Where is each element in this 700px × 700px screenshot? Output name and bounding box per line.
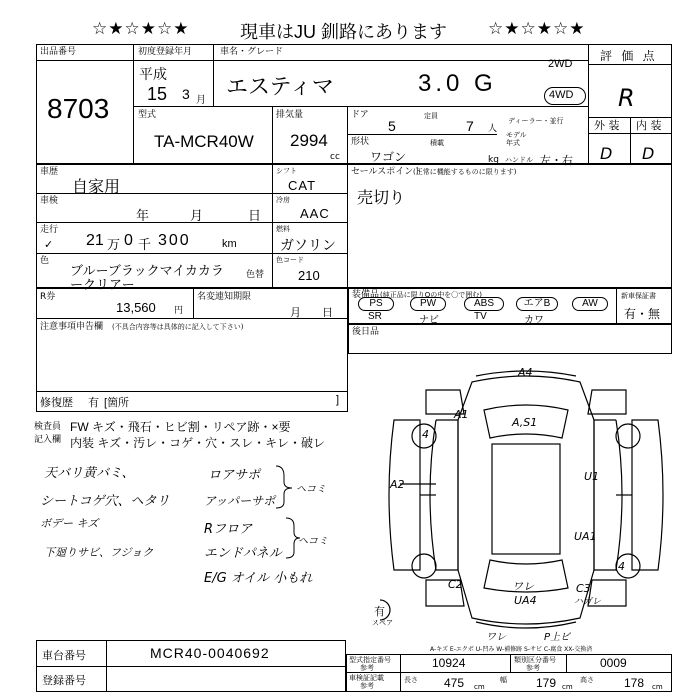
mark-p-crack: P上ビ — [544, 632, 571, 643]
equip-pw: PW — [410, 297, 446, 311]
dimensions-label-2: 参考 — [360, 682, 374, 690]
registration-era: 平成 — [139, 66, 167, 82]
model-year-label-1: モデル — [506, 131, 527, 139]
header-stars-right: ☆★☆★☆★ — [488, 19, 586, 38]
capacity-value: 7 — [466, 118, 474, 134]
equip-aw: AW — [572, 297, 608, 311]
mark-peeling: ハガレ — [574, 597, 602, 607]
mileage-sen: 0 — [124, 232, 133, 249]
displacement-value: 2994 — [290, 131, 328, 150]
model-value: TA-MCR40W — [154, 132, 254, 151]
history-label: 車歴 — [40, 167, 59, 177]
handle-label: ハンドル — [505, 156, 533, 164]
lot-number: 8703 — [47, 93, 110, 124]
mark-ua1: UA1 — [574, 530, 597, 543]
sales-point-value: 売切り — [357, 190, 406, 207]
shape-value: ワゴン — [370, 150, 407, 164]
mark-a1: A1 — [454, 408, 469, 421]
post-installed-label: 後日品 — [352, 327, 380, 337]
category-num-value: 0009 — [600, 656, 627, 670]
shift-value: CAT — [288, 178, 317, 193]
length-unit: cm — [474, 683, 485, 691]
type-num-value: 10924 — [432, 656, 466, 670]
mark-crack-2: ワレ — [486, 632, 506, 643]
length-value: 475 — [444, 676, 465, 690]
width-unit: cm — [562, 683, 573, 691]
brace-marks — [272, 462, 302, 562]
mark-as1: A,S1 — [512, 416, 538, 429]
hand-note-left-3: ボデー キズ — [40, 517, 99, 530]
hand-note-left-1: 天バリ黄バミ、 — [44, 466, 135, 481]
handle-value: 左・右 — [540, 155, 573, 167]
color-label: 色 — [40, 256, 50, 266]
width-label: 幅 — [500, 676, 507, 684]
evaluation-score: R — [618, 84, 635, 112]
mark-c3: C3 — [576, 582, 591, 595]
post-installed-frame — [348, 324, 672, 354]
car-name: エスティマ — [226, 74, 334, 99]
mileage-rest: 300 — [158, 232, 191, 249]
deadline-month: 月 — [290, 307, 301, 319]
history-value: 自家用 — [72, 179, 121, 196]
mark-crack-1: ワレ — [512, 580, 534, 593]
mileage-label: 走行 — [40, 225, 59, 235]
width-value: 179 — [536, 676, 557, 690]
equipment-label: 装備品 — [352, 290, 380, 300]
doors-value: 5 — [388, 118, 396, 134]
mileage-man: 21 — [86, 232, 104, 249]
hand-note-left-2: シートコゲ穴、ヘタリ — [40, 494, 170, 509]
drive-4wd: 4WD — [549, 89, 574, 101]
exterior-grade: D — [600, 144, 613, 163]
dimensions-label: 車検証記載 — [349, 674, 384, 682]
model-year-label-2: 年式 — [506, 139, 520, 147]
header-location-text: 現車はJU 釧路にあります — [240, 22, 447, 42]
hand-note-left-4: 下廻りサビ、フジョク — [44, 546, 154, 559]
color-line-1: ブルーブラックマイカカラ — [70, 263, 224, 278]
fuel-label: 燃料 — [276, 225, 290, 233]
category-num-label-2: 参考 — [526, 664, 540, 672]
mark-c2: C2 — [448, 578, 463, 591]
mileage-unit: km — [222, 238, 237, 250]
category-num-label-1: 類別区分番号 — [514, 656, 556, 664]
registration-label: 初度登録年月 — [138, 47, 193, 57]
capacity-label: 定員 — [424, 112, 438, 120]
equipment-note: (純正品に限りQの中を〇で囲む) — [380, 291, 482, 299]
model-label: 型式 — [138, 110, 157, 120]
deadline-label: 名変連知期限 — [197, 292, 252, 302]
color-line-2: ークリアー — [70, 277, 135, 292]
type-num-label-2: 参考 — [360, 664, 374, 672]
chassis-label: 車台番号 — [42, 650, 86, 662]
equip-navi: ナビ — [419, 315, 439, 326]
inspector-label-1: 検査員 — [34, 422, 62, 432]
hand-note-right-1: ロアサポ — [208, 468, 261, 483]
type-num-label-1: 型式指定番号 — [349, 656, 391, 664]
displacement-unit: cc — [330, 152, 340, 162]
chassis-value: MCR40-0040692 — [150, 645, 270, 661]
repair-bracket: [箇所 — [104, 397, 130, 409]
evaluation-label: 評 価 点 — [600, 49, 658, 63]
mark-a4: A4 — [518, 366, 533, 379]
recycle-value: 13,560 — [116, 300, 156, 315]
mark-ua4: UA4 — [514, 594, 537, 607]
registration-year: 15 — [147, 84, 168, 104]
equip-ps: PS — [358, 297, 394, 311]
color-code-label: 色コード — [276, 256, 304, 264]
ac-value: AAC — [300, 206, 330, 221]
load-label: 積載 — [430, 139, 444, 147]
equip-abs: ABS — [464, 297, 504, 311]
shape-label: 形状 — [351, 137, 370, 147]
recycle-unit: 円 — [174, 306, 184, 316]
equip-airbag: エアB — [516, 297, 558, 311]
car-grade: 3.0 G — [418, 70, 497, 97]
inspection-label: 車検 — [40, 196, 59, 206]
equip-tv: TV — [474, 311, 487, 322]
length-label: 長さ — [404, 676, 418, 684]
repair-label: 修復歴 — [40, 397, 73, 409]
warranty-label: 新車保証書 — [621, 292, 656, 300]
mark-tire-rr: 4 — [618, 560, 625, 573]
registration-month: 3 — [182, 86, 190, 102]
hand-note-right-3: Rフロア — [204, 522, 253, 537]
hand-note-dent-2: ヘコミ — [298, 536, 328, 547]
color-change-label: 色替 — [246, 270, 265, 280]
interior-grade: D — [642, 144, 655, 163]
sales-point-label: セールスポイント — [351, 167, 423, 177]
mileage-sen-unit: 千 — [138, 237, 152, 252]
inspection-day: 日 — [248, 208, 262, 223]
fuel-value: ガソリン — [280, 237, 336, 253]
lot-label: 出品番号 — [40, 47, 77, 57]
mileage-check: ✓ — [44, 239, 54, 251]
hand-note-right-2: アッパーサポ — [204, 494, 276, 508]
doors-label: ドア — [351, 110, 369, 120]
plate-label: 登録番号 — [42, 675, 86, 687]
inspection-year: 年 — [136, 208, 150, 223]
warranty-value: 有・無 — [624, 307, 661, 321]
mileage-man-unit: 万 — [107, 237, 121, 252]
mark-a2: A2 — [390, 478, 405, 491]
damage-legend: A-キズ E-エクボ U-凹み W-補修跡 S-サビ C-腐食 XX-交換済 — [430, 646, 593, 653]
height-unit: cm — [652, 683, 663, 691]
repair-value: 有 — [88, 397, 99, 409]
sales-point-note: (正常に機能するものに限ります) — [413, 168, 517, 176]
header-stars-left: ☆★☆★☆★ — [92, 19, 190, 38]
recycle-label: R券 — [40, 292, 56, 302]
hand-note-right-4: エンドパネル — [204, 546, 282, 561]
mark-u1: U1 — [584, 470, 600, 483]
inspector-row-2: 内装 キズ・汚レ・コゲ・穴・スレ・キレ・破レ — [70, 436, 325, 450]
color-code-value: 210 — [298, 268, 320, 283]
notes-hint: (不具合内容等は具体的に記入して下さい) — [112, 323, 244, 331]
inspector-row-1: FW キズ・飛石・ヒビ割・リペア跡・×要 — [70, 420, 291, 434]
car-name-label: 車名・グレード — [220, 47, 284, 57]
equip-sr: SR — [368, 311, 382, 322]
inspection-month: 月 — [190, 208, 204, 223]
inspector-label-2: 記入欄 — [34, 435, 62, 445]
mark-tire-fl: 4 — [422, 428, 429, 441]
drive-2wd: 2WD — [548, 58, 573, 70]
registration-month-unit: 月 — [196, 95, 206, 106]
capacity-unit: 人 — [488, 124, 498, 134]
spare-label: スペア — [372, 619, 393, 627]
load-unit: kg — [488, 155, 499, 165]
dealer-label: ディーラー・並行 — [508, 117, 564, 125]
hand-note-dent-1: ヘコミ — [296, 484, 326, 495]
repair-bracket-close: ] — [336, 394, 340, 406]
left-lower-frame — [36, 288, 348, 412]
notes-label: 注意事項申告欄 — [40, 322, 104, 332]
deadline-day: 日 — [322, 307, 333, 319]
ac-label: 冷房 — [276, 196, 290, 204]
hand-note-right-5: E/G オイル 小もれ — [204, 571, 313, 586]
interior-label: 内 装 — [636, 119, 662, 132]
height-label: 高さ — [580, 676, 594, 684]
exterior-label: 外 装 — [594, 119, 620, 132]
shift-label: シフト — [276, 167, 297, 175]
equip-leather: カワ — [524, 315, 544, 326]
height-value: 178 — [624, 676, 645, 690]
repair-bracket-text: 箇所 — [107, 397, 130, 409]
spare-value: 有 — [374, 606, 385, 618]
displacement-label: 排気量 — [276, 110, 304, 120]
